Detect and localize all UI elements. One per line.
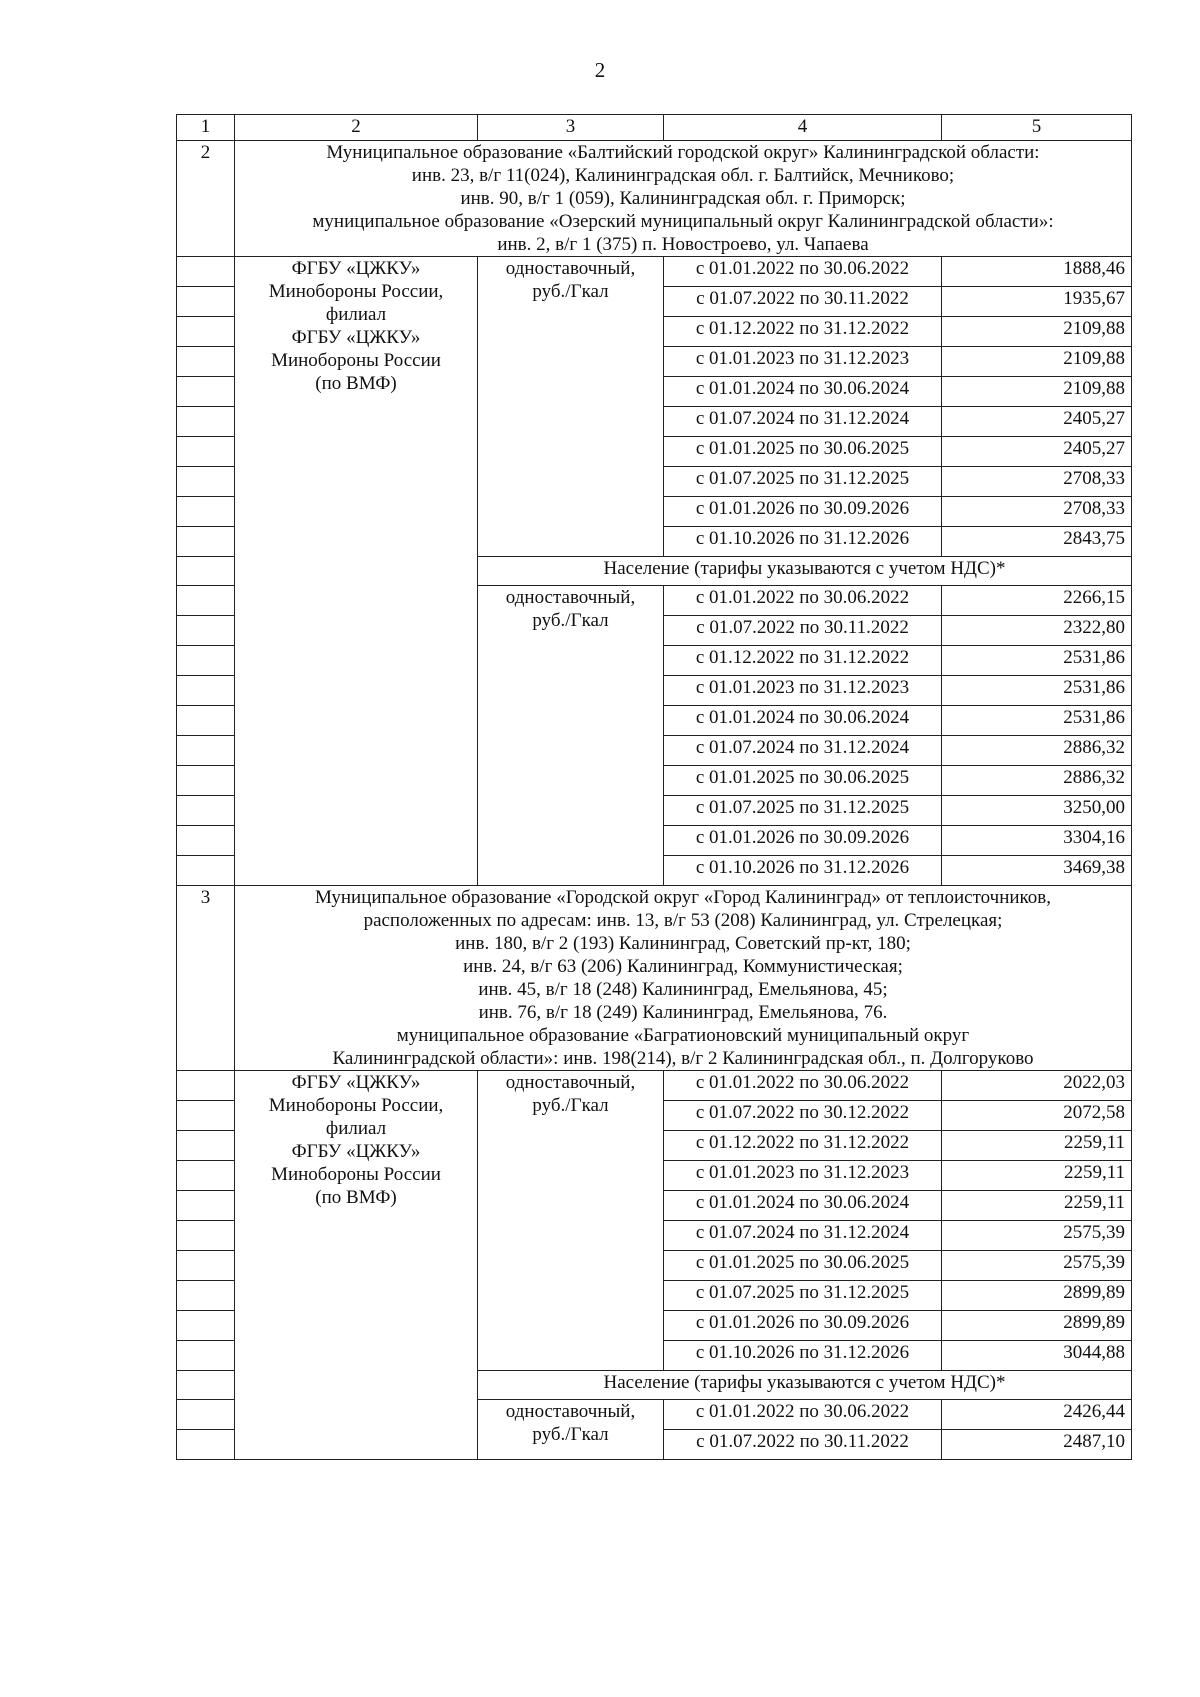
section-number-cell [177,1281,235,1311]
tariff-period: с 01.01.2024 по 30.06.2024 [664,706,942,736]
section-number-cell [177,586,235,616]
column-header: 3 [478,115,664,141]
organization-cell [235,257,478,886]
tariff-period: с 01.07.2022 по 30.11.2022 [664,287,942,317]
tariff-value: 2022,03 [942,1071,1132,1101]
tariff-period: с 01.01.2022 по 30.06.2022 [664,586,942,616]
section-title-line: Муниципальное образование «Городской округ «Город Калининград» от теплоисточников, [314,887,1052,908]
tariff-value: 2405,27 [942,437,1132,467]
tariff-value: 2259,11 [942,1161,1132,1191]
tariff-period: с 01.10.2026 по 31.12.2026 [664,527,942,557]
section-number-cell [177,1371,235,1400]
tariff-value: 2575,39 [942,1251,1132,1281]
tariff-type-line: одноставочный, [505,1072,636,1093]
section-number-cell [177,347,235,377]
section-number-cell [177,1161,235,1191]
section-title-line: инв. 24, в/г 63 (206) Калининград, Коммунистическая; [463,956,903,977]
tariff-type-line: руб./Гкал [532,1424,609,1445]
section-number-cell [177,796,235,826]
tariff-period: с 01.01.2023 по 31.12.2023 [664,1161,942,1191]
section-number-cell [177,766,235,796]
section-number-cell [177,706,235,736]
tariff-value: 2487,10 [942,1430,1132,1460]
tariff-value: 2531,86 [942,706,1132,736]
organization-line: Минобороны России [271,350,441,371]
tariff-value: 2708,33 [942,497,1132,527]
tariff-value: 3469,38 [942,856,1132,886]
tariff-value: 2899,89 [942,1311,1132,1341]
section-title [235,886,1132,1071]
tariff-value: 3250,00 [942,796,1132,826]
section-title-line: инв. 90, в/г 1 (059), Калининградская обл. г. Приморск; [460,188,906,209]
column-header: 5 [942,115,1132,141]
tariff-value: 3044,88 [942,1341,1132,1371]
section-number-cell [177,1251,235,1281]
organization-line: Минобороны России, [268,1095,444,1116]
section-number-cell [177,287,235,317]
section-number-cell [177,257,235,287]
tariff-value: 2531,86 [942,676,1132,706]
section-title-line: инв. 180, в/г 2 (193) Калининград, Советский пр-кт, 180; [455,933,911,954]
tariff-type-line: руб./Гкал [532,281,609,302]
section-number-cell [177,646,235,676]
section-number-cell [177,317,235,347]
column-header: 4 [664,115,942,141]
tariff-period: с 01.01.2023 по 31.12.2023 [664,676,942,706]
tariff-type-cell [478,1400,664,1460]
header-row [177,115,1132,141]
section-title-row [177,141,1132,257]
table-row [177,257,1132,287]
section-title [235,141,1132,257]
organization-line: Минобороны России, [268,281,444,302]
tariff-period: с 01.01.2026 по 30.09.2026 [664,497,942,527]
tariff-period: с 01.01.2024 по 30.06.2024 [664,377,942,407]
section-title-line: муниципальное образование «Багратионовский муниципальный округ [396,1025,970,1046]
section-number-cell [177,407,235,437]
column-header: 2 [235,115,478,141]
tariff-type-line: одноставочный, [505,587,636,608]
tariff-period: с 01.01.2026 по 30.09.2026 [664,826,942,856]
population-label: Население (тарифы указываются с учетом НДС)* [478,1371,1132,1400]
tariff-period: с 01.01.2022 по 30.06.2022 [664,1071,942,1101]
tariff-period: с 01.01.2022 по 30.06.2022 [664,1400,942,1430]
section-number-cell [177,557,235,586]
tariff-period: с 01.07.2025 по 31.12.2025 [664,796,942,826]
organization-line: ФГБУ «ЦЖКУ» [291,327,421,348]
section-number-cell [177,1101,235,1131]
tariff-value: 2109,88 [942,347,1132,377]
organization-line: ФГБУ «ЦЖКУ» [291,1141,421,1162]
organization-line: филиал [325,1118,387,1139]
tariff-value: 2109,88 [942,377,1132,407]
section-number-cell [177,467,235,497]
column-header: 1 [177,115,235,141]
tariff-type-cell [478,257,664,557]
tariff-value: 1888,46 [942,257,1132,287]
section-number-cell [177,616,235,646]
section-number: 2 [177,141,235,257]
section-number-cell [177,437,235,467]
organization-line: ФГБУ «ЦЖКУ» [291,1072,421,1093]
tariff-type-line: руб./Гкал [532,1095,609,1116]
tariff-value: 2899,89 [942,1281,1132,1311]
tariff-value: 1935,67 [942,287,1132,317]
tariff-value: 2426,44 [942,1400,1132,1430]
tariff-value: 2072,58 [942,1101,1132,1131]
tariff-period: с 01.07.2025 по 31.12.2025 [664,1281,942,1311]
tariff-period: с 01.01.2026 по 30.09.2026 [664,1311,942,1341]
section-title-line: инв. 76, в/г 18 (249) Калининград, Емельянова, 76. [478,1002,888,1023]
tariff-value: 2109,88 [942,317,1132,347]
tariff-type-line: одноставочный, [505,258,636,279]
tariff-value: 2259,11 [942,1131,1132,1161]
tariff-type-line: одноставочный, [505,1401,636,1422]
tariff-value: 2886,32 [942,766,1132,796]
tariff-value: 2531,86 [942,646,1132,676]
organization-line: ФГБУ «ЦЖКУ» [291,258,421,279]
page-number: 2 [594,58,606,82]
section-number-cell [177,1430,235,1460]
section-number-cell [177,497,235,527]
section-number-cell [177,1341,235,1371]
section-number-cell [177,736,235,766]
section-number-cell [177,1131,235,1161]
tariff-type-cell [478,586,664,886]
organization-line: (по ВМФ) [315,373,397,394]
tariff-period: с 01.07.2024 по 31.12.2024 [664,1221,942,1251]
tariff-value: 2266,15 [942,586,1132,616]
tariff-period: с 01.10.2026 по 31.12.2026 [664,856,942,886]
section-number-cell [177,1071,235,1101]
population-label: Население (тарифы указываются с учетом НДС)* [478,557,1132,586]
tariff-type-line: руб./Гкал [532,610,609,631]
section-title-line: муниципальное образование «Озерский муниципальный округ Калининградской области»: [312,211,1054,232]
section-title-line: инв. 23, в/г 11(024), Калининградская обл. г. Балтийск, Мечниково; [411,165,955,186]
tariff-table [176,114,1132,1460]
organization-line: (по ВМФ) [315,1187,397,1208]
section-number-cell [177,856,235,886]
tariff-period: с 01.07.2024 по 31.12.2024 [664,736,942,766]
section-title-line: инв. 45, в/г 18 (248) Калининград, Емельянова, 45; [478,979,888,1000]
tariff-period: с 01.07.2024 по 31.12.2024 [664,407,942,437]
tariff-period: с 01.12.2022 по 31.12.2022 [664,646,942,676]
table-row [177,1071,1132,1101]
section-title-line: Муниципальное образование «Балтийский городской округ» Калининградской области: [326,142,1040,163]
tariff-period: с 01.01.2025 по 30.06.2025 [664,766,942,796]
section-number-cell [177,1191,235,1221]
tariff-period: с 01.10.2026 по 31.12.2026 [664,1341,942,1371]
tariff-period: с 01.07.2022 по 30.11.2022 [664,1430,942,1460]
organization-line: филиал [325,304,387,325]
section-number-cell [177,377,235,407]
tariff-period: с 01.12.2022 по 31.12.2022 [664,1131,942,1161]
tariff-value: 2575,39 [942,1221,1132,1251]
section-number-cell [177,1221,235,1251]
section-number-cell [177,826,235,856]
section-title-line: расположенных по адресам: инв. 13, в/г 53 (208) Калининград, ул. Стрелецкая; [363,910,1003,931]
section-number-cell [177,1400,235,1430]
tariff-period: с 01.01.2024 по 30.06.2024 [664,1191,942,1221]
tariff-type-cell [478,1071,664,1371]
tariff-value: 2259,11 [942,1191,1132,1221]
tariff-period: с 01.01.2025 по 30.06.2025 [664,1251,942,1281]
tariff-value: 2843,75 [942,527,1132,557]
tariff-period: с 01.07.2025 по 31.12.2025 [664,467,942,497]
section-number: 3 [177,886,235,1071]
tariff-value: 2322,80 [942,616,1132,646]
tariff-period: с 01.01.2022 по 30.06.2022 [664,257,942,287]
tariff-period: с 01.12.2022 по 31.12.2022 [664,317,942,347]
organization-line: Минобороны России [271,1164,441,1185]
tariff-period: с 01.01.2023 по 31.12.2023 [664,347,942,377]
tariff-value: 2708,33 [942,467,1132,497]
tariff-value: 2405,27 [942,407,1132,437]
tariff-period: с 01.07.2022 по 30.12.2022 [664,1101,942,1131]
section-number-cell [177,1311,235,1341]
section-number-cell [177,676,235,706]
tariff-value: 2886,32 [942,736,1132,766]
organization-cell [235,1071,478,1460]
section-title-line: инв. 2, в/г 1 (375) п. Новостроево, ул. Чапаева [497,234,869,255]
tariff-value: 3304,16 [942,826,1132,856]
tariff-period: с 01.01.2025 по 30.06.2025 [664,437,942,467]
tariff-period: с 01.07.2022 по 30.11.2022 [664,616,942,646]
section-title-line: Калининградской области»: инв. 198(214), в/г 2 Калининградская обл., п. Долгоруково [332,1048,1034,1069]
section-number-cell [177,527,235,557]
section-title-row [177,886,1132,1071]
